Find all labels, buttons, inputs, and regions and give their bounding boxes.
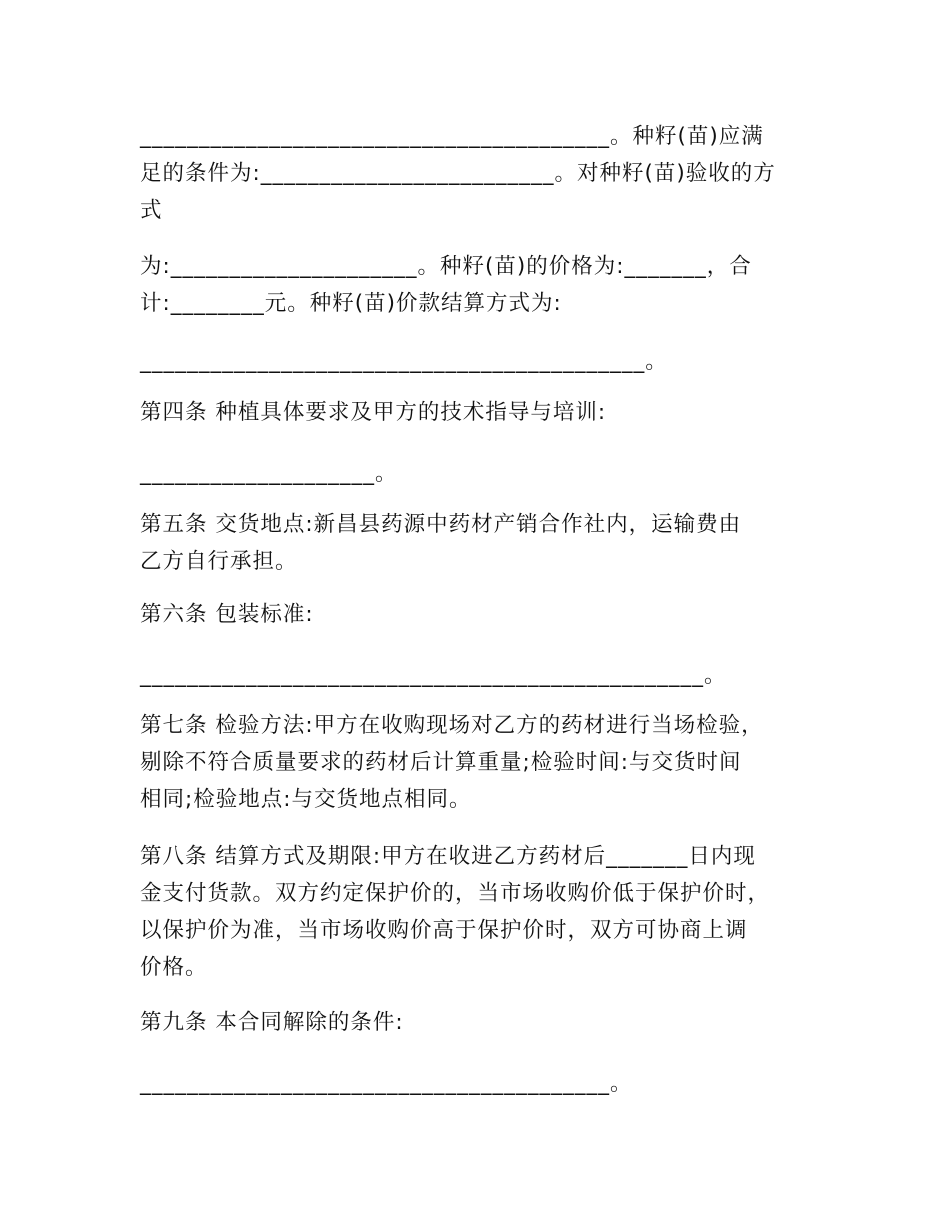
text-line: 第五条 交货地点:新昌县药源中药材产销合作社内，运输费由 [140, 512, 742, 537]
article-9-blank [140, 1065, 820, 1102]
text-line: 剔除不符合质量要求的药材后计算重量;检验时间:与交货时间 [140, 750, 742, 775]
paragraph-payment-blank [140, 343, 820, 380]
text-line: 足的条件为:_________________________。对种籽(苗)验收的方 [140, 161, 776, 186]
text-line: 式 [140, 198, 163, 223]
text-line: 为:_____________________。种籽(苗)的价格为:_______，合 [140, 254, 752, 279]
article-4-blank [140, 455, 820, 492]
text-line: 第六条 包装标准: [140, 602, 314, 627]
article-6-title [140, 596, 820, 633]
text-line: 第七条 检验方法:甲方在收购现场对乙方的药材进行当场检验， [140, 713, 764, 738]
text-line: 以保护价为准，当市场收购价高于保护价时，双方可协商上调 [140, 918, 748, 943]
text-line: 第九条 本合同解除的条件: [140, 1010, 404, 1035]
article-7 [140, 707, 820, 818]
blank-line: ________________________________________。 [140, 1071, 633, 1096]
article-5 [140, 506, 820, 580]
blank-line: ________________________________________________。 [140, 663, 727, 688]
text-line: 金支付货款。双方约定保护价的，当市场收购价低于保护价时， [140, 881, 771, 906]
article-8 [140, 838, 820, 986]
text-line: ________________________________________。种籽(苗)应满 [140, 124, 764, 149]
text-line: 价格。 [140, 955, 208, 980]
text-line: 计:________元。种籽(苗)价款结算方式为: [140, 291, 562, 316]
paragraph-seed-conditions [140, 118, 820, 229]
text-line: 乙方自行承担。 [140, 549, 298, 574]
paragraph-seed-price [140, 248, 820, 322]
text-line: 第八条 结算方式及期限:甲方在收进乙方药材后_______日内现 [140, 844, 756, 869]
blank-line: ____________________。 [140, 461, 398, 486]
text-line: 相同;检验地点:与交货地点相同。 [140, 787, 472, 812]
article-6-blank [140, 657, 820, 694]
blank-line: ___________________________________________。 [140, 349, 668, 374]
article-9-title [140, 1004, 820, 1041]
article-4-title [140, 394, 820, 431]
text-line: 第四条 种植具体要求及甲方的技术指导与培训: [140, 400, 607, 425]
